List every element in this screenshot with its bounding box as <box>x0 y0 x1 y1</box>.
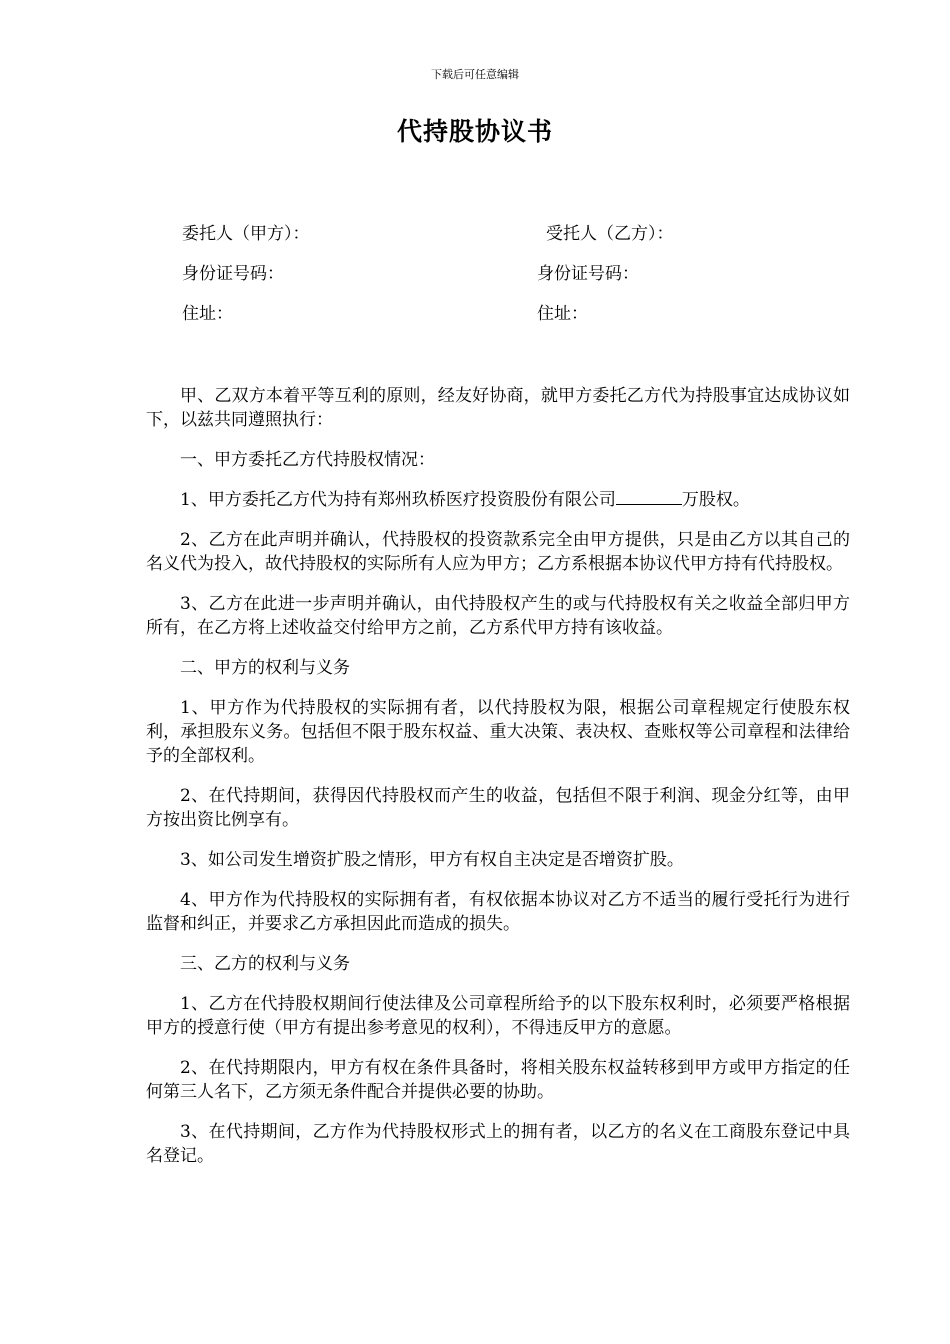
section-2-clause-2: 2、在代持期间，获得因代持股权而产生的收益，包括但不限于利润、现金分红等，由甲方按出资比例享有。 <box>146 786 850 830</box>
section-2-clause-1: 1、甲方作为代持股权的实际拥有者，以代持股权为限，根据公司章程规定行使股东权利，承担股东义务。包括但不限于股东权益、重大决策、表决权、查账权等公司章程和法律给予的全部权利。 <box>146 698 850 766</box>
party-row-names <box>0 222 950 246</box>
clause-1-text-after: 万股权。 <box>681 490 750 510</box>
section-3-clause-3: 3、在代持期间，乙方作为代持股权形式上的拥有者，以乙方的名义在工商股东登记中具名登记。 <box>146 1122 850 1166</box>
header-note: 下载后可任意编辑 <box>431 68 519 81</box>
section-3-clause-1: 1、乙方在代持股权期间行使法律及公司章程所给予的以下股东权利时，必须要严格根据甲方的授意行使（甲方有提出参考意见的权利），不得违反甲方的意愿。 <box>146 994 850 1038</box>
trustee-address-label: 住址： <box>537 304 588 324</box>
share-amount-blank <box>616 488 682 505</box>
section-1-clause-1 <box>146 488 850 512</box>
section-3-heading: 三、乙方的权利与义务 <box>180 954 350 974</box>
document-title: 代持股协议书 <box>396 117 553 146</box>
section-3-clause-2: 2、在代持期限内，甲方有权在条件具备时，将相关股东权益转移到甲方或甲方指定的任何第三人名下，乙方须无条件配合并提供必要的协助。 <box>146 1058 850 1102</box>
section-2-heading: 二、甲方的权利与义务 <box>180 658 350 678</box>
party-row-id <box>0 262 950 286</box>
principal-label: 委托人（甲方）： <box>182 224 310 244</box>
section-1-clause-2: 2、乙方在此声明并确认，代持股权的投资款系完全由甲方提供，只是由乙方以其自己的名义代为投入，故代持股权的实际所有人应为甲方；乙方系根据本协议代甲方持有代持股权。 <box>146 530 850 574</box>
section-2-clause-3: 3、如公司发生增资扩股之情形，甲方有权自主决定是否增资扩股。 <box>180 850 684 870</box>
clause-1-text-before: 1、甲方委托乙方代为持有郑州玖桥医疗投资股份有限公司 <box>180 490 616 510</box>
section-1-clause-3: 3、乙方在此进一步声明并确认，由代持股权产生的或与代持股权有关之收益全部归甲方所有，在乙方将上述收益交付给甲方之前，乙方系代甲方持有该收益。 <box>146 594 850 638</box>
intro-paragraph: 甲、乙双方本着平等互利的原则，经友好协商，就甲方委托乙方代为持股事宜达成协议如下，以兹共同遵照执行： <box>146 386 850 430</box>
principal-id-label: 身份证号码： <box>182 264 284 284</box>
party-row-address <box>0 302 950 326</box>
trustee-id-label: 身份证号码： <box>537 264 639 284</box>
section-2-clause-4: 4、甲方作为代持股权的实际拥有者，有权依据本协议对乙方不适当的履行受托行为进行监督和纠正，并要求乙方承担因此而造成的损失。 <box>146 890 850 934</box>
section-1-heading: 一、甲方委托乙方代持股权情况： <box>180 450 435 470</box>
principal-address-label: 住址： <box>182 304 233 324</box>
trustee-label: 受托人（乙方）： <box>546 224 674 244</box>
agreement-body <box>146 384 850 1184</box>
